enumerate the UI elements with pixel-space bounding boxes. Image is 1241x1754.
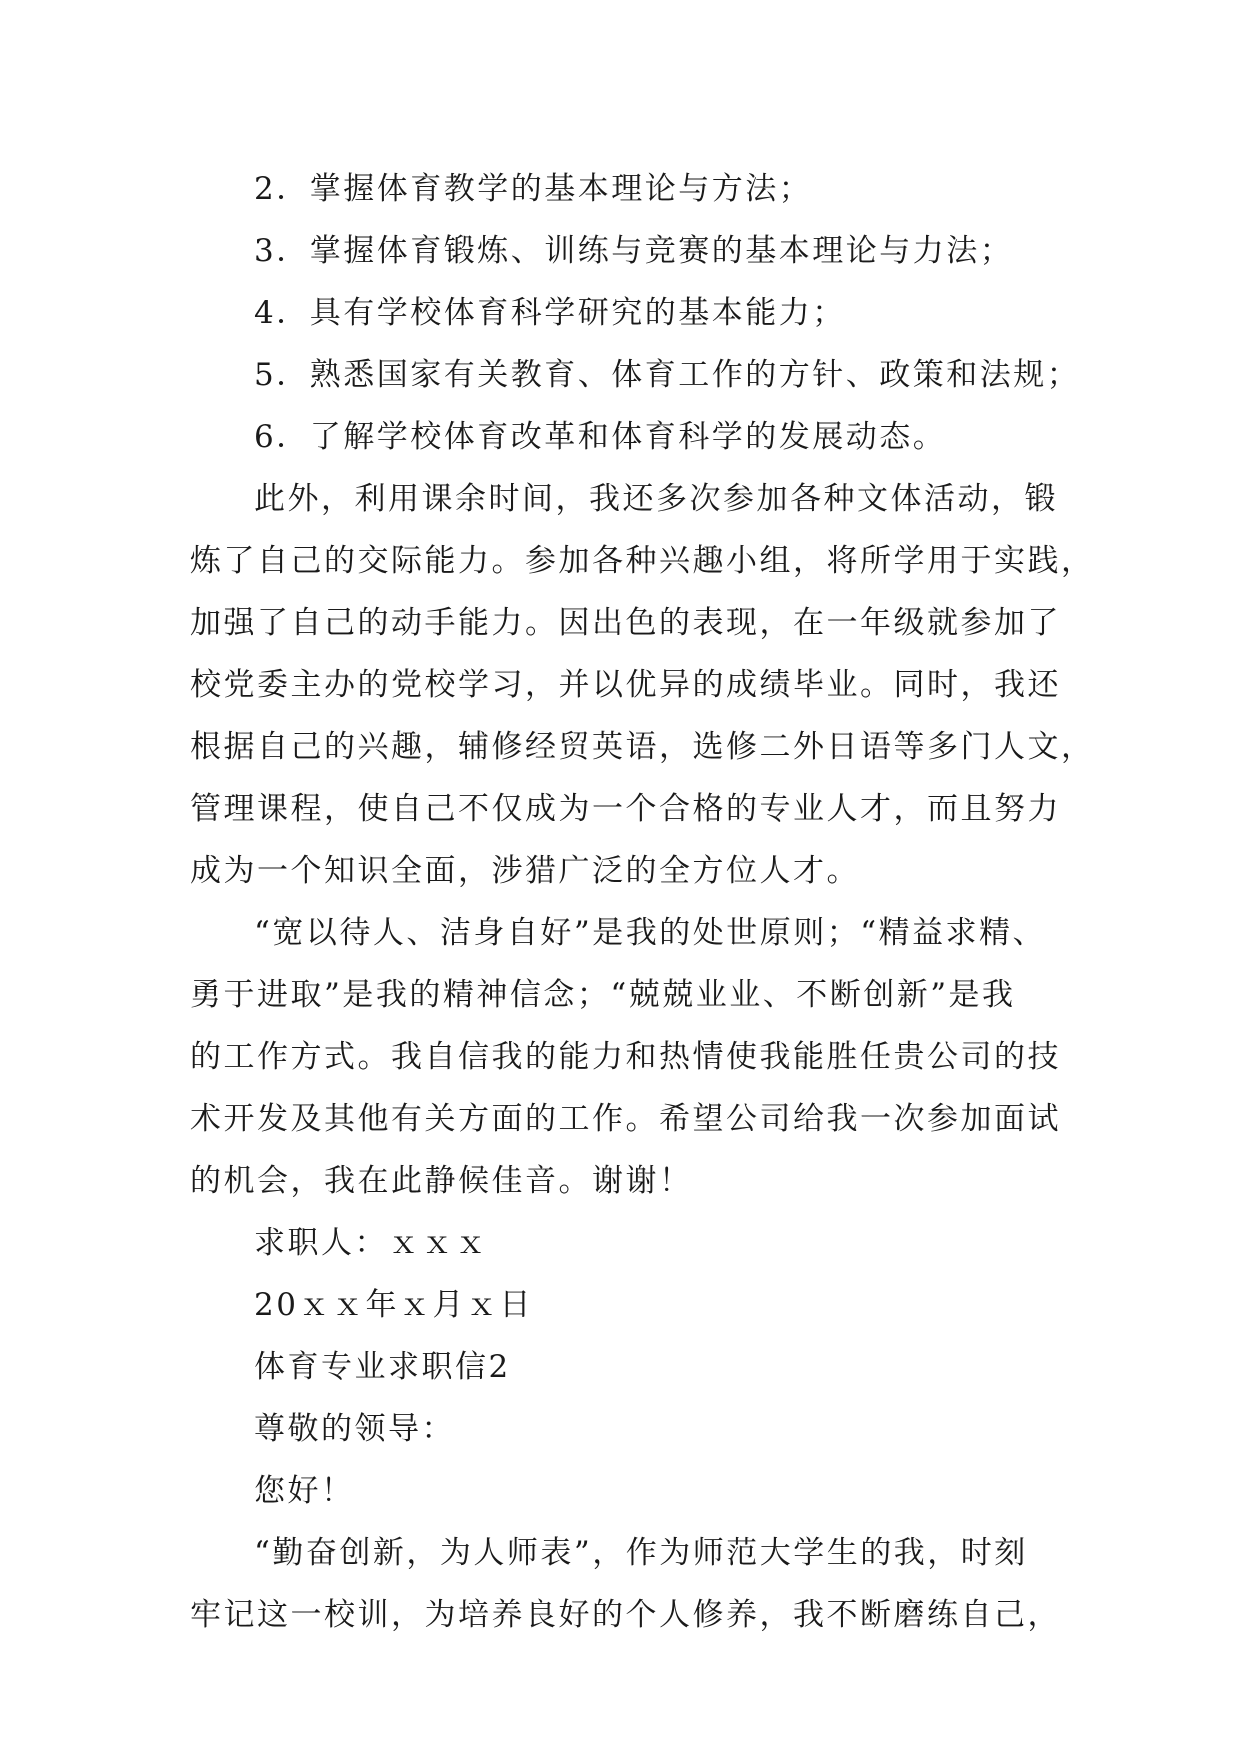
date-line: 20ｘｘ年ｘ月ｘ日 — [254, 1287, 533, 1323]
paragraph-opening — [190, 1522, 1061, 1646]
applicant-line: 求职人：ｘｘｘ — [254, 1225, 489, 1261]
salutation: 尊敬的领导： — [254, 1411, 455, 1447]
requirements-list — [190, 158, 1081, 468]
paragraph-line: “宽以待人、洁身自好”是我的处世原则；“精益求精、 — [254, 915, 1047, 951]
list-item: 3．掌握体育锻炼、训练与竞赛的基本理论与力法； — [254, 233, 1014, 269]
paragraph-line: 成为一个知识全面，涉猎广泛的全方位人才。 — [190, 853, 860, 889]
paragraph-line: 术开发及其他有关方面的工作。希望公司给我一次参加面试 — [190, 1101, 1061, 1137]
document-content — [190, 158, 1095, 1646]
paragraph-line: 管理课程，使自己不仅成为一个合格的专业人才，而且努力 — [190, 791, 1061, 827]
paragraph-line: 根据自己的兴趣，辅修经贸英语，选修二外日语等多门人文， — [190, 729, 1095, 765]
letter-2 — [190, 1336, 1061, 1646]
list-item: 5．熟悉国家有关教育、体育工作的方针、政策和法规； — [254, 357, 1081, 393]
list-item: 4．具有学校体育科学研究的基本能力； — [254, 295, 846, 331]
paragraph-line: 炼了自己的交际能力。参加各种兴趣小组，将所学用于实践， — [190, 543, 1095, 579]
signature-block — [190, 1212, 1050, 1336]
paragraph-line: 此外，利用课余时间，我还多次参加各种文体活动，锻 — [254, 481, 1058, 517]
paragraph-line: 牢记这一校训，为培养良好的个人修养，我不断磨练自己， — [190, 1597, 1061, 1633]
paragraph-line: 勇于进取”是我的精神信念；“兢兢业业、不断创新”是我 — [190, 977, 1016, 1013]
paragraph-line: 加强了自己的动手能力。因出色的表现，在一年级就参加了 — [190, 605, 1061, 641]
paragraph-line: 的机会，我在此静候佳音。谢谢！ — [190, 1163, 693, 1199]
greeting: 您好！ — [254, 1473, 355, 1509]
list-item: 2．掌握体育教学的基本理论与方法； — [254, 171, 813, 207]
letter-title: 体育专业求职信2 — [254, 1349, 511, 1385]
paragraph-line: “勤奋创新，为人师表”，作为师范大学生的我，时刻 — [254, 1535, 1028, 1571]
paragraph-line: 的工作方式。我自信我的能力和热情使我能胜任贵公司的技 — [190, 1039, 1061, 1075]
paragraph-line: 校党委主办的党校学习，并以优异的成绩毕业。同时，我还 — [190, 667, 1061, 703]
paragraph-extracurricular — [190, 468, 1095, 902]
list-item: 6．了解学校体育改革和体育科学的发展动态。 — [254, 419, 947, 455]
paragraph-principles — [190, 902, 1061, 1212]
